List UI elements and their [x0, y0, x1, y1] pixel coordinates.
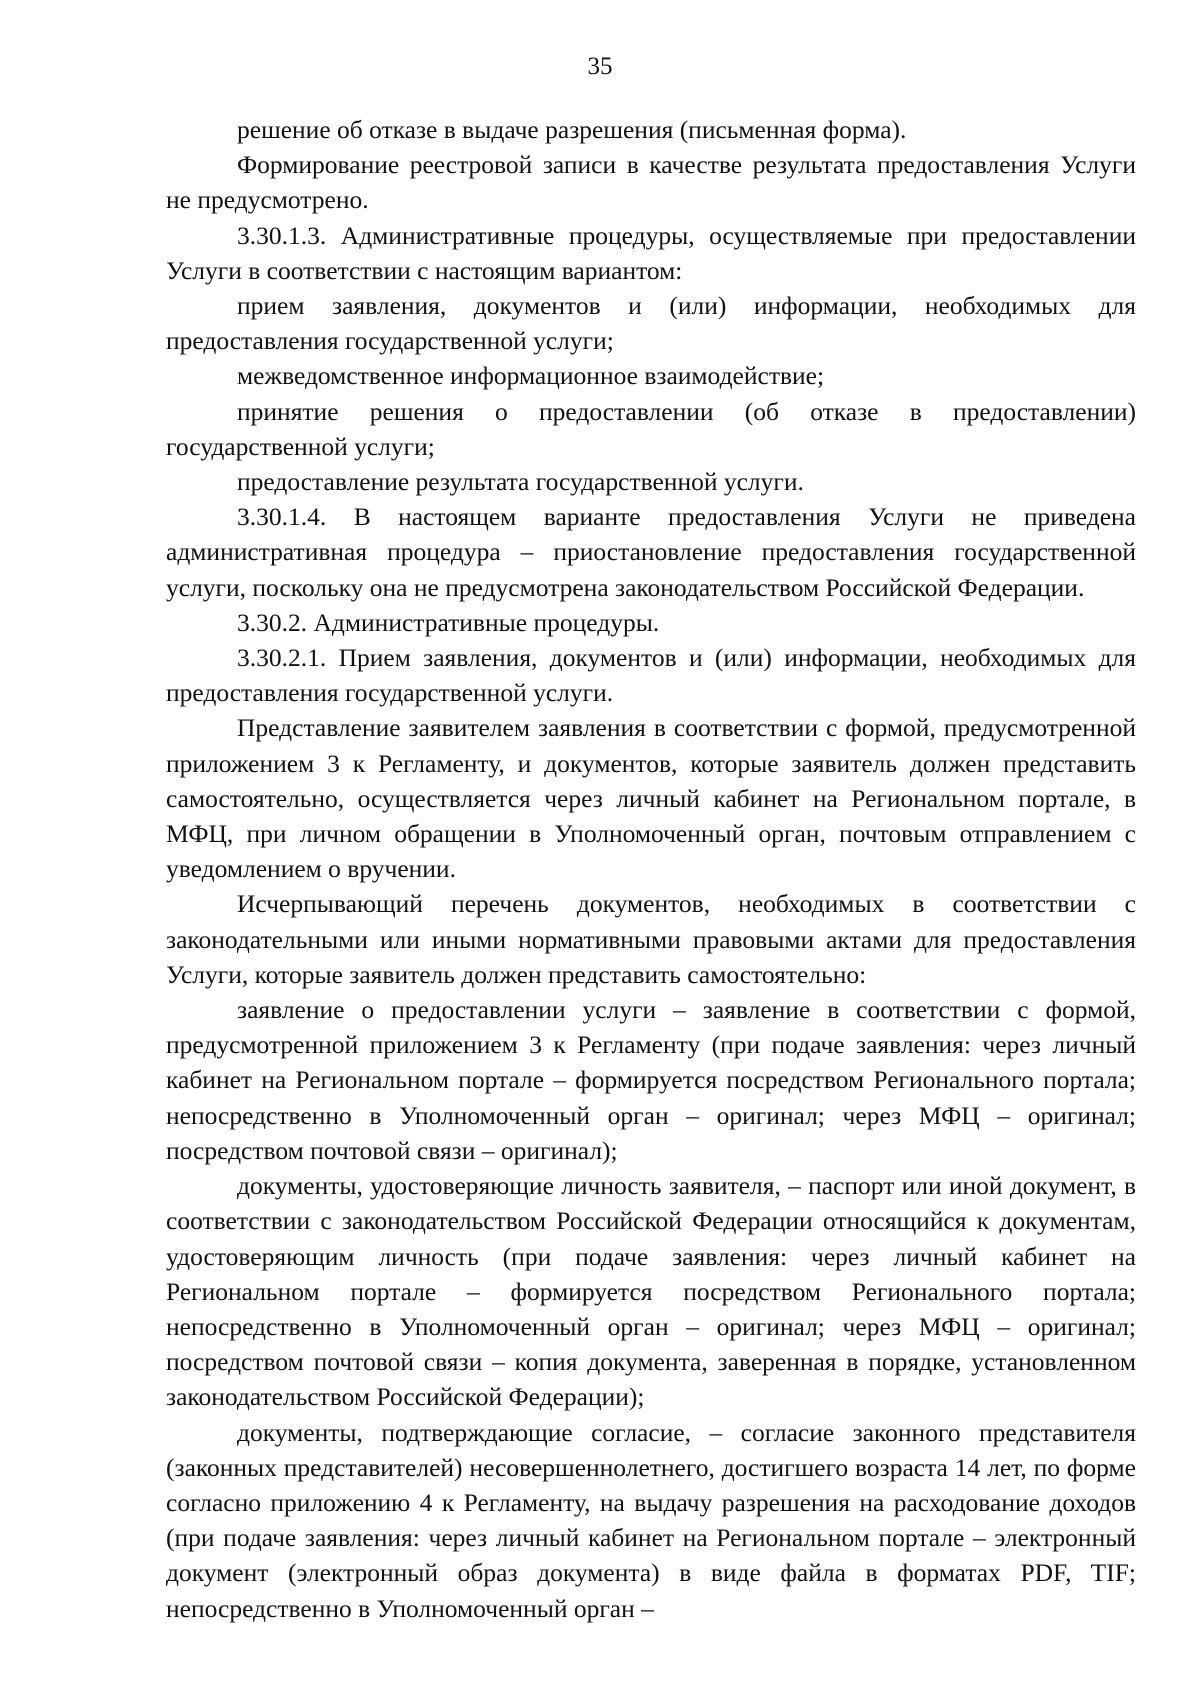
paragraph: Исчерпывающий перечень документов, необходимых в соответствии с законодательными или иными нормативными правовыми актами для предоставления Услуги, которые заявитель должен представить самостоятельно: — [166, 889, 1136, 989]
paragraph: документы, удостоверяющие личность заявителя, – паспорт или иной документ, в соответствии с законодательством Российской Федерации относящийся к документам, удостоверяющим личность (при подаче заявления: через личный кабинет на Региональном портале – формируется посредством Регионального портала; непосредственно в Уполномоченный орган – оригинал; через МФЦ – оригинал; посредством почтовой связи – копия документа, заверенная в порядке, установленном законодательством Российской Федерации); — [166, 1171, 1136, 1412]
paragraph: принятие решения о предоставлении (об отказе в предоставлении) государственной услуги; — [166, 396, 1136, 461]
paragraph: предоставление результата государственной услуги. — [237, 467, 804, 497]
document-body — [166, 112, 1136, 1626]
page-number: 35 — [587, 53, 613, 80]
paragraph: прием заявления, документов и (или) информации, необходимых для предоставления государственной услуги; — [166, 291, 1136, 356]
paragraph: межведомственное информационное взаимодействие; — [237, 361, 825, 391]
paragraph: решение об отказе в выдаче разрешения (письменная форма). — [237, 115, 907, 144]
paragraph: Представление заявителем заявления в соответствии с формой, предусмотренной приложением 3 к Регламенту, и документов, которые заявитель должен представить самостоятельно, осуществляется через личный кабинет на Региональном портале, в МФЦ, при личном обращении в Уполномоченный орган, почтовым отправлением с уведомлением о вручении. — [166, 713, 1136, 884]
paragraph: 3.30.1.4. В настоящем варианте предоставления Услуги не приведена административная процедура – приостановление предоставления государственной услуги, поскольку она не предусмотрена законодательством Российской Федерации. — [166, 502, 1136, 602]
paragraph: документы, подтверждающие согласие, – согласие законного представителя (законных представителей) несовершеннолетнего, достигшего возраста 14 лет, по форме согласно приложению 4 к Регламенту, на выдачу разрешения на расходование доходов (при подаче заявления: через личный кабинет на Региональном портале – электронный документ (электронный образ документа) в виде файла в форматах PDF, TIF; непосредственно в Уполномоченный орган – — [166, 1417, 1136, 1623]
paragraph: 3.30.2.1. Прием заявления, документов и (или) информации, необходимых для предоставления государственной услуги. — [166, 643, 1136, 708]
paragraph: Формирование реестровой записи в качестве результата предоставления Услуги не предусмотрено. — [166, 150, 1136, 215]
paragraph: 3.30.1.3. Административные процедуры, осуществляемые при предоставлении Услуги в соответствии с настоящим вариантом: — [166, 220, 1136, 285]
paragraph: 3.30.2. Административные процедуры. — [237, 607, 660, 637]
paragraph: заявление о предоставлении услуги – заявление в соответствии с формой, предусмотренной приложением 3 к Регламенту (при подаче заявления: через личный кабинет на Региональном портале – формируется посредством Регионального портала; непосредственно в Уполномоченный орган – оригинал; через МФЦ – оригинал; посредством почтовой связи – оригинал); — [166, 995, 1136, 1165]
